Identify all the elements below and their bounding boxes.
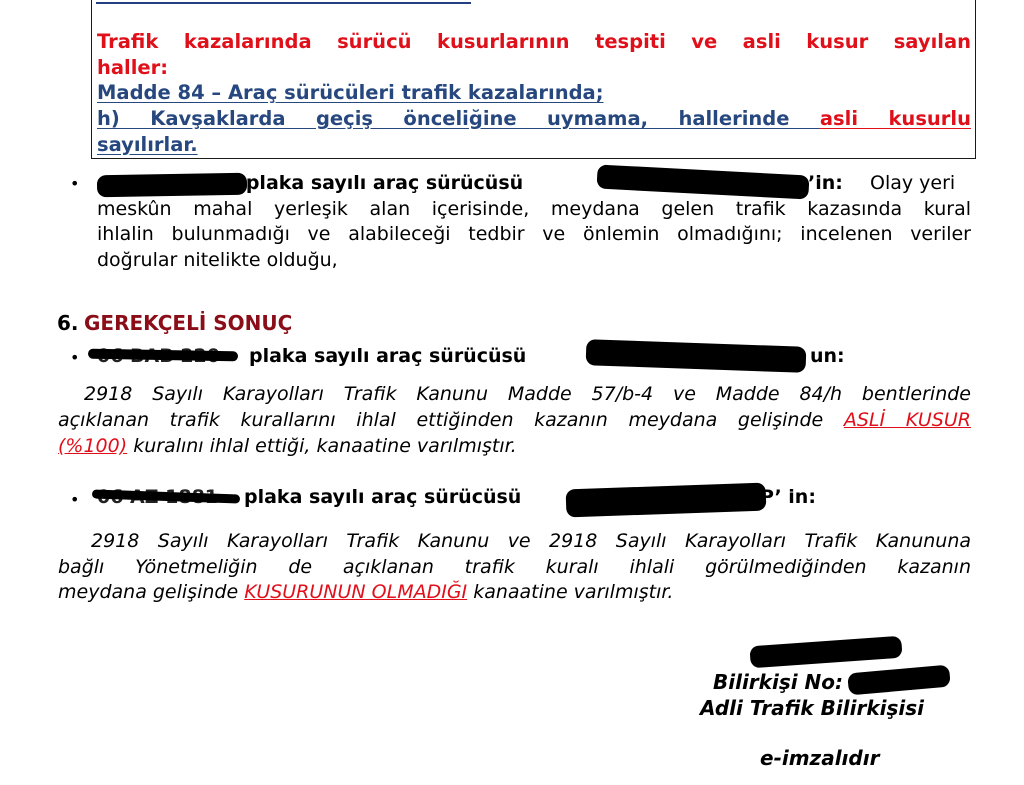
section-title: GEREKÇELİ SONUÇ <box>84 311 293 335</box>
e-signature-note: e-imzalıdır <box>760 746 880 770</box>
driver1-para-line3-text: kuralını ihlal ettiği, kanaatine varılmıştır. <box>127 435 517 457</box>
redaction-scribble <box>586 339 807 373</box>
driver2-para-line1: 2918 Sayılı Karayolları Trafik Kanunu ve 2918 Sayılı Karayolları Trafik Kanununa <box>91 530 971 552</box>
section-number: 6. <box>57 311 79 335</box>
first-item-line1-rest: Olay yeri <box>870 172 956 194</box>
box-red-heading-line2: haller: <box>97 56 169 79</box>
redaction-scribble <box>847 665 951 696</box>
asli-kusur-percent: (%100) <box>58 435 128 457</box>
article-frame <box>91 0 976 159</box>
driver1-para-line2 <box>58 409 971 431</box>
article-title: Madde 84 – Araç sürücüleri trafik kazalarında; <box>97 81 604 104</box>
driver2-para-line3 <box>58 581 673 603</box>
driver1-head: plaka sayılı araç sürücüsü <box>249 345 527 367</box>
bullet-dot: • <box>70 490 80 509</box>
redaction-scribble <box>566 483 767 518</box>
redaction-scribble <box>97 173 247 198</box>
asli-kusur-label: ASLİ KUSUR <box>843 409 971 431</box>
frame-top-rule <box>96 2 471 4</box>
driver2-head-end: P’ in: <box>760 486 816 508</box>
first-item-line3: ihlalin bulunmadığı ve alabileceği tedbir ve önlemin olmadığını; incelenen veriler <box>97 223 971 245</box>
driver2-para-line2: bağlı Yönetmeliğin de açıklanan trafik kuralı ihlali görülmediğinden kazanın <box>58 556 971 578</box>
first-item-line2: meskûn mahal yerleşik alan içerisinde, meydana gelen trafik kazasında kural <box>97 198 971 220</box>
driver1-para-line1: 2918 Sayılı Karayolları Trafik Kanunu Madde 57/b-4 ve Madde 84/h bentlerinde <box>84 383 971 405</box>
box-red-heading-line1: Trafik kazalarında sürücü kusurlarının tespiti ve asli kusur sayılan <box>97 30 971 53</box>
expert-title: Adli Trafik Bilirkişisi <box>700 696 925 720</box>
expert-number-label: Bilirkişi No: <box>713 670 844 694</box>
kusurunun-olmadigi-label: KUSURUNUN OLMADIĞI <box>244 581 468 603</box>
driver2-para-line3-text: meydana gelişinde <box>58 581 245 603</box>
bullet-dot: • <box>70 348 80 367</box>
redaction-scribble <box>749 636 902 669</box>
first-item-head-end: ’in: <box>808 172 843 194</box>
first-item-head: 1 plaka sayılı araç sürücüsü <box>226 172 524 194</box>
driver1-para-line3 <box>58 435 517 457</box>
driver1-para-line2-text: açıklanan trafik kurallarını ihlal ettiğinden kazanın meydana gelişinde <box>58 409 844 431</box>
clause-text: h) Kavşaklarda geçiş önceliğine uymama, hallerinde <box>97 107 820 130</box>
driver1-head-end: un: <box>810 345 845 367</box>
first-item-line4: doğrular nitelikte olduğu, <box>97 249 338 271</box>
article-clause-line2: sayılırlar. <box>97 133 198 156</box>
bullet-dot: • <box>70 174 80 193</box>
driver2-head: plaka sayılı araç sürücüsü <box>244 486 522 508</box>
driver2-para-line3-rest: kanaatine varılmıştır. <box>467 581 674 603</box>
article-clause-line1 <box>97 107 971 130</box>
redaction-scribble <box>597 164 810 199</box>
clause-asli-kusurlu: asli kusurlu <box>819 107 971 130</box>
